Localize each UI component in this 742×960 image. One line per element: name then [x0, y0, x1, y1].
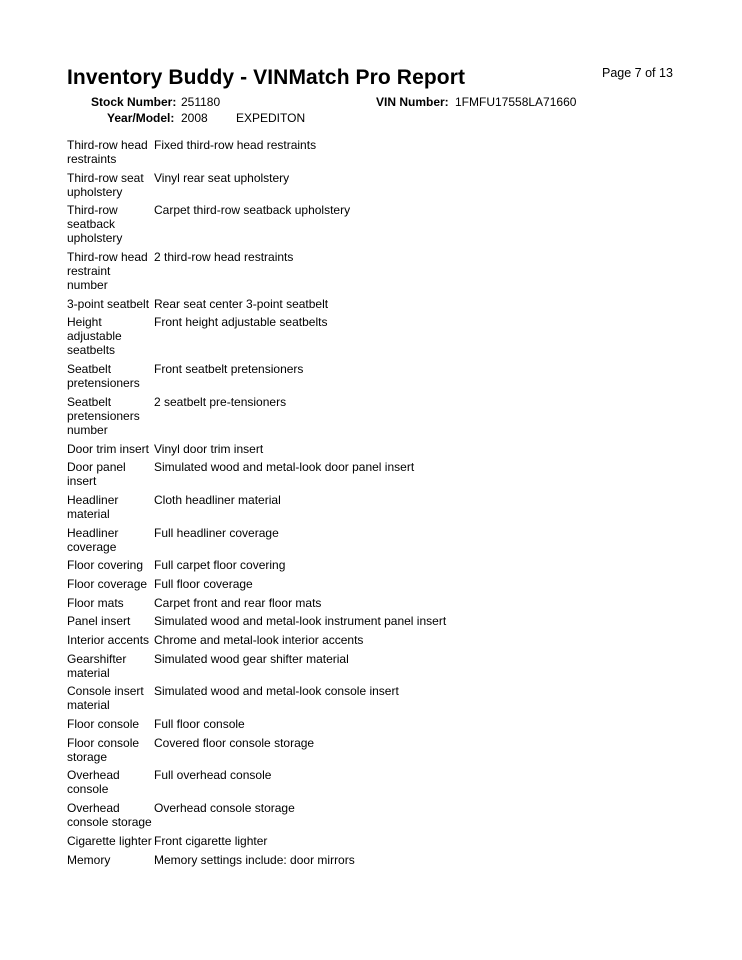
spec-label: Door trim insert: [67, 441, 150, 456]
spec-value: Front seatbelt pretensioners: [154, 362, 304, 377]
spec-label: Memory: [67, 852, 111, 867]
year-value: 2008: [181, 111, 208, 125]
spec-row: [67, 556, 667, 575]
spec-row: [67, 201, 667, 248]
spec-label: Floor console: [67, 717, 140, 732]
spec-label: Floor covering: [67, 558, 144, 573]
spec-row: [67, 799, 667, 832]
spec-label: Seatbelt pretensioners: [67, 362, 140, 391]
spec-row: [67, 491, 667, 524]
spec-value: Overhead console storage: [154, 801, 295, 816]
spec-label: Seatbelt pretensioners number: [67, 394, 140, 437]
spec-row: [67, 612, 667, 631]
spec-label: Interior accents: [67, 633, 150, 647]
spec-label: Floor console storage: [67, 735, 140, 764]
spec-label: Console insert material: [67, 684, 144, 713]
spec-row: [67, 832, 667, 851]
spec-value: Front height adjustable seatbelts: [154, 315, 328, 330]
spec-label: Height adjustable seatbelts: [67, 315, 122, 358]
spec-value: Full overhead console: [154, 768, 272, 783]
spec-label: Third-row seatback upholstery: [67, 203, 123, 246]
spec-label: Third-row head restraints: [67, 138, 148, 166]
spec-value: 2 third-row head restraints: [154, 250, 294, 265]
spec-value: Vinyl door trim insert: [154, 441, 264, 456]
spec-value: Full floor console: [154, 717, 245, 732]
spec-label: Overhead console: [67, 768, 120, 797]
spec-value: Front cigarette lighter: [154, 833, 268, 848]
spec-value: Simulated wood and metal-look door panel insert: [154, 460, 415, 475]
spec-row: [67, 360, 667, 393]
spec-value: Covered floor console storage: [154, 735, 315, 750]
spec-row: [67, 682, 667, 715]
spec-label: Gearshifter material: [67, 651, 127, 680]
spec-value: Fixed third-row head restraints: [154, 138, 317, 152]
spec-row: [67, 594, 667, 613]
spec-label: Third-row head restraint number: [67, 250, 148, 293]
spec-row: [67, 169, 667, 202]
spec-value: Full floor coverage: [154, 576, 253, 591]
report-title: Inventory Buddy - VINMatch Pro Report: [67, 66, 466, 89]
spec-row: [67, 766, 667, 799]
spec-label: 3-point seatbelt: [67, 296, 150, 311]
spec-list: [67, 136, 667, 869]
spec-value: Simulated wood and metal-look instrument panel insert: [154, 614, 447, 629]
spec-value: Cloth headliner material: [154, 492, 281, 507]
spec-label: Headliner material: [67, 492, 119, 521]
vin-label: VIN Number:: [376, 95, 449, 109]
spec-row: [67, 851, 667, 870]
spec-value: Memory settings include: door mirrors: [154, 852, 355, 867]
spec-label: Overhead console storage: [67, 801, 152, 830]
spec-row: [67, 734, 667, 767]
spec-label: Floor coverage: [67, 576, 148, 591]
spec-value: Rear seat center 3-point seatbelt: [154, 296, 329, 311]
model-value: EXPEDITON: [236, 111, 306, 125]
spec-row: [67, 631, 667, 650]
spec-value: Full headliner coverage: [154, 525, 279, 540]
spec-row: [67, 393, 667, 440]
spec-value: Chrome and metal-look interior accents: [154, 633, 364, 647]
spec-label: Panel insert: [67, 614, 131, 629]
spec-label: Cigarette lighter: [67, 833, 152, 848]
spec-value: Carpet front and rear floor mats: [154, 595, 322, 610]
spec-label: Door panel insert: [67, 460, 126, 489]
spec-row: [67, 440, 667, 459]
spec-value: Vinyl rear seat upholstery: [154, 170, 290, 185]
spec-value: Simulated wood gear shifter material: [154, 651, 349, 666]
spec-row: [67, 295, 667, 314]
spec-row: [67, 715, 667, 734]
stock-number-label: Stock Number:: [91, 95, 177, 109]
spec-value: Carpet third-row seatback upholstery: [154, 203, 351, 218]
year-model-label: Year/Model:: [107, 111, 175, 125]
stock-number-value: 251180: [181, 95, 221, 109]
spec-row: [67, 458, 667, 491]
spec-row: [67, 524, 667, 557]
spec-row: [67, 650, 667, 683]
page-number: Page 7 of 13: [602, 66, 673, 80]
vin-value: 1FMFU17558LA71660: [455, 95, 577, 109]
spec-row: [67, 575, 667, 594]
spec-row: [67, 313, 667, 360]
spec-label: Headliner coverage: [67, 525, 119, 554]
spec-value: 2 seatbelt pre-tensioners: [154, 394, 287, 409]
spec-row: [67, 248, 667, 295]
spec-label: Third-row seat upholstery: [67, 170, 144, 199]
spec-value: Full carpet floor covering: [154, 558, 286, 573]
spec-row: [67, 136, 667, 169]
spec-value: Simulated wood and metal-look console insert: [154, 684, 399, 699]
spec-label: Floor mats: [67, 595, 124, 610]
